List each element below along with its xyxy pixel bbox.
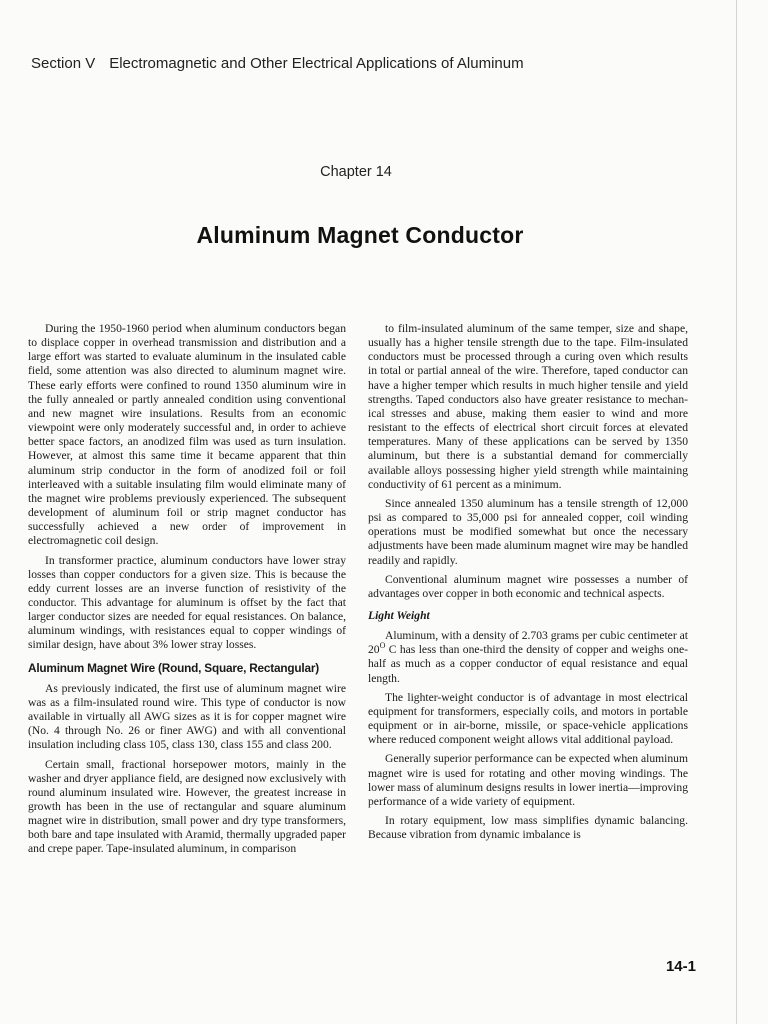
section-number: Section V <box>31 55 96 72</box>
page-edge-divider <box>736 0 737 1024</box>
chapter-title: Aluminum Magnet Conductor <box>196 222 524 248</box>
density-text-after: C has less than one-third the density of copper and weighs one-half as much as a copper conductor of equal resistance and equal length. <box>368 643 688 685</box>
right-paragraph-6: Generally superior performance can be expected when aluminum magnet wire is used for rotating and other moving windings. The lower mass of aluminum designs results in lower inertia—improving performance of a wide variety of equipment. <box>368 752 688 808</box>
right-paragraph-4 <box>368 629 688 686</box>
right-paragraph-7: In rotary equipment, low mass simplifies dynamic balancing. Because vibration from dynamic imbalance is <box>368 814 688 842</box>
section-title: Electromagnetic and Other Electrical Applications of Aluminum <box>109 55 524 72</box>
page-number: 14-1 <box>665 958 696 975</box>
left-paragraph-3: As previously indicated, the first use of aluminum magnet wire was as a film-insulated round wire. This type of conductor is now available in virtually all AWG sizes as it is for copper magnet wire (No. 4 through No. 26 or finer AWG) and with all conventional insulation including class 105, class 130, class 155 and class 200. <box>28 681 346 752</box>
section-header <box>31 55 711 72</box>
right-paragraph-5: The lighter-weight conductor is of advantage in most electrical equipment for transformers, especially coils, and motors in portable equipment or in air-borne, missile, or space-vehicle applications where reduced component weight allows vital additional payload. <box>368 690 688 747</box>
right-paragraph-2: Since annealed 1350 aluminum has a tensile strength of 12,000 psi as compared to 35,000 psi for annealed copper, coil winding operations must be modified somewhat but once the necessary adjustments have been made aluminum magnet wire may be handled readily and rapidly. <box>368 496 688 567</box>
subsection-heading-light-weight: Light Weight <box>368 608 430 622</box>
right-column <box>368 322 688 847</box>
degree-superscript: O <box>379 641 386 651</box>
right-paragraph-1: to film-insulated aluminum of the same temper, size and shape, usually has a higher tensile strength due to the tape. Film-insulated conductors must be processed through a curing oven which results in total or partial anneal of the wire. Therefore, taped conductor can have a higher temper which results in much higher tensile and yield strengths. Taped conductors also have greater resistance to mechanical stresses and abuse, making them easier to wind and more resistant to the effects of electrical short circuit forces at elevated temperatures. Many of these applications can be served by 1350 aluminum, but there is a substantial demand for commercially available alloys possessing higher yield strength while maintaining conductivity of 61 percent as a minimum. <box>368 322 688 491</box>
left-paragraph-2: In transformer practice, aluminum conductors have lower stray losses than copper conductors for a given size. This is because the eddy current losses are an inverse function of resistivity of the conductor. This advantage for aluminum is offset by the fact that larger conductor sizes are needed for equal resistances. On balance, aluminum windings, with resistances equal to copper windings of similar design, have about 3% lower stray losses. <box>28 553 346 652</box>
left-paragraph-1: During the 1950-1960 period when aluminum conductors began to displace copper in overhead transmission and distribution and a large effort was started to evaluate aluminum in the insulated cable field, some attention was also directed to aluminum magnet wire. These early efforts were confined to round 1350 aluminum wire in the fully annealed or partly annealed condition using conventional and new magnet wire insulations. Results from an economic viewpoint were only moderately successful and, in order to achieve better space factors, an anodized film was used as turn insulation. However, at almost this same time it became apparent that thin aluminum strip conductor in the form of anodized foil or foil interleaved with a suitable insulating film would eliminate many of the magnet wire problems previously experienced. The subsequent development of aluminum foil or strip magnet conductor has successfully achieved a new order of improvement in electromagnetic coil design. <box>28 322 346 548</box>
left-column <box>28 322 346 862</box>
chapter-label: Chapter 14 <box>320 164 392 180</box>
subsection-heading-magnet-wire: Aluminum Magnet Wire (Round, Square, Rectangular) <box>28 660 319 675</box>
density-text-before: Aluminum, with a density of 2.703 grams per cubic centimeter at 20 <box>368 629 688 657</box>
left-paragraph-4: Certain small, fractional horsepower motors, mainly in the washer and dryer appliance field, are designed now exclusively with round aluminum insulated wire. However, the greatest increase in growth has been in the use of rectangular and square aluminum magnet wire in distribution, small power and dry type transformers, both bare and tape insulated with Aramid, thermally upgraded paper and crepe paper. Tape-insulated aluminum, in comparison <box>28 757 346 856</box>
right-paragraph-3: Conventional aluminum magnet wire possesses a number of advantages over copper in both economic and technical aspects. <box>368 572 688 600</box>
